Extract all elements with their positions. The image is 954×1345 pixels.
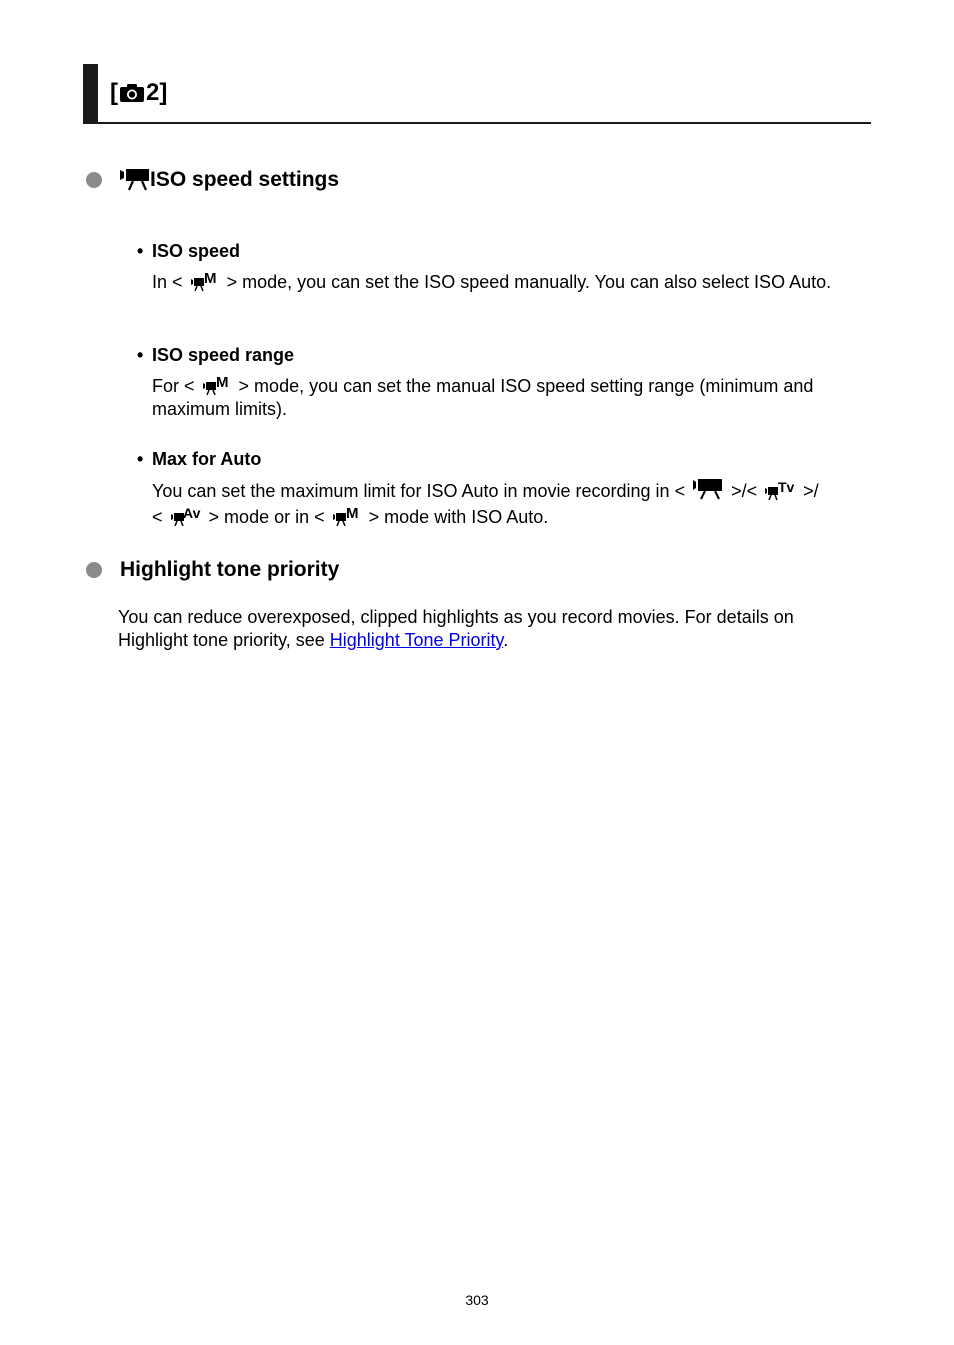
movie-manual-mode-icon — [190, 271, 220, 291]
item-description: For < M > mode, you can set the manual ISO speed setting range (minimum and maximum limits). — [152, 375, 814, 419]
section-bullet — [86, 172, 102, 188]
page-title — [110, 78, 167, 108]
section-bullet — [86, 562, 102, 578]
svg-text:M: M — [345, 506, 359, 522]
list-item-iso-speed-range: • ISO speed range For < M > mode, you can set the manual ISO speed setting range (minimum and maximum limits). — [137, 344, 857, 421]
movie-av-mode-icon — [170, 506, 202, 526]
section-title-htp: Highlight tone priority — [120, 558, 340, 581]
list-item-max-for-auto: • Max for Auto You can set the maximum limit for ISO Auto in movie recording in < >/< Tv >/ < Av > mode or in < M > mode with ISO Auto. — [137, 448, 857, 530]
camera-icon — [119, 83, 145, 103]
section-heading-htp — [86, 557, 339, 583]
title-close-bracket: ] — [159, 79, 168, 106]
svg-text:Tv: Tv — [778, 480, 795, 495]
svg-text:M: M — [203, 271, 217, 287]
list-item-iso-speed: • ISO speed In < M > mode, you can set the ISO speed manually. You can also select ISO Auto. — [137, 240, 857, 294]
item-title: Max for Auto — [152, 449, 262, 469]
title-open-bracket: [ — [110, 79, 118, 106]
movie-auto-mode-icon — [692, 478, 724, 500]
title-number: 2 — [146, 79, 160, 106]
svg-text:M: M — [215, 375, 229, 391]
item-title: ISO speed — [152, 241, 241, 261]
header-bar — [83, 64, 98, 122]
movie-manual-mode-icon — [332, 506, 362, 526]
htp-description: You can reduce overexposed, clipped highlights as you record movies. For details on Highlight tone priority, see Highlight Tone Priority. — [118, 607, 794, 650]
highlight-tone-priority-link[interactable]: Highlight Tone Priority — [329, 630, 504, 650]
item-description: In < M > mode, you can set the ISO speed manually. You can also select ISO Auto. — [152, 271, 832, 292]
movie-camera-icon — [120, 168, 150, 192]
section-heading-iso — [86, 167, 339, 193]
movie-manual-mode-icon — [202, 375, 232, 395]
item-description: You can set the maximum limit for ISO Auto in movie recording in < >/< Tv >/ < Av > mode or in < M > mode with ISO Auto. — [152, 480, 819, 527]
section-title-iso: ISO speed settings — [150, 168, 340, 191]
item-title: ISO speed range — [152, 345, 295, 365]
svg-text:Av: Av — [182, 506, 200, 521]
movie-tv-mode-icon — [764, 480, 796, 500]
page-number: 303 — [465, 1292, 489, 1308]
page-header — [83, 64, 871, 124]
